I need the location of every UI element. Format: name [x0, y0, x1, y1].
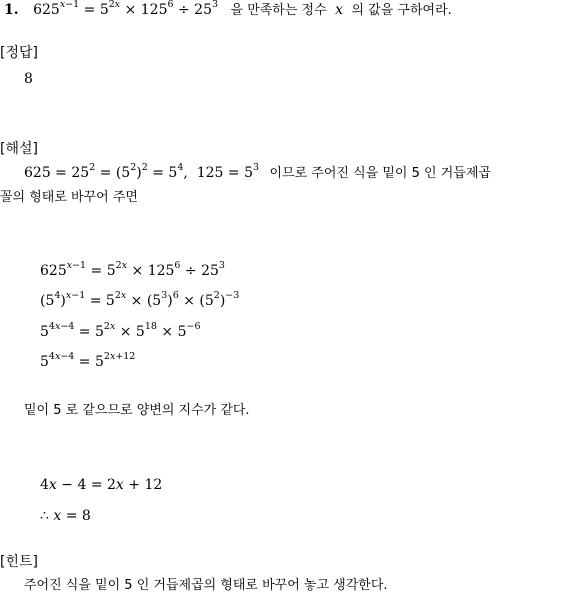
problem-variable: x — [335, 2, 344, 18]
answer-value: 8 — [24, 71, 33, 87]
derivation-step-2: $(5^4)^{x-1} = 5^{2x} \times (5^3)^6 \times (5^2)^{-3}$ — [40, 290, 240, 309]
hint-label: [힌트] — [0, 554, 38, 570]
problem-equation: $625^{x-1} = 5^{2x} \times 125^6 \div 25^3$ — [33, 0, 219, 18]
problem-number: 1. — [4, 2, 19, 18]
answer-label: [정답] — [0, 45, 38, 61]
hint-text: 주어진 식을 밑이 5 인 거듭제곱의 형태로 바꾸어 놓고 생각한다. — [24, 578, 388, 593]
problem-statement — [4, 1, 452, 20]
derivation-step-6: ∴ x = 8 — [40, 508, 91, 524]
derivation-step-3: $5^{4x-4} = 5^{2x} \times 5^{18} \times 5^{-6}$ — [40, 321, 201, 340]
derivation-step-1: $625^{x-1} = 5^{2x} \times 125^6 \div 25^3$ — [40, 260, 225, 279]
explanation-identity: $625 = 25^2 = (5^2)^2 = 5^4$, $125 = 5^3$ — [24, 162, 260, 181]
explanation-line-1 — [24, 164, 491, 183]
derivation-step-4: $5^{4x-4} = 5^{2x+12}$ — [40, 351, 136, 370]
explanation-middle-text: 밑이 5 로 같으므로 양변의 지수가 같다. — [24, 403, 250, 418]
explanation-text-1: 이므로 주어진 식을 밑이 5 인 거듭제곱 — [269, 166, 491, 181]
explanation-line-2: 꼴의 형태로 바꾸어 주면 — [0, 190, 138, 205]
problem-text: 을 만족하는 정수 — [230, 3, 327, 18]
problem-text-end: 의 값을 구하여라. — [351, 3, 452, 18]
derivation-step-5: 4x − 4 = 2x + 12 — [40, 477, 163, 493]
explanation-label: [해설] — [0, 141, 38, 157]
